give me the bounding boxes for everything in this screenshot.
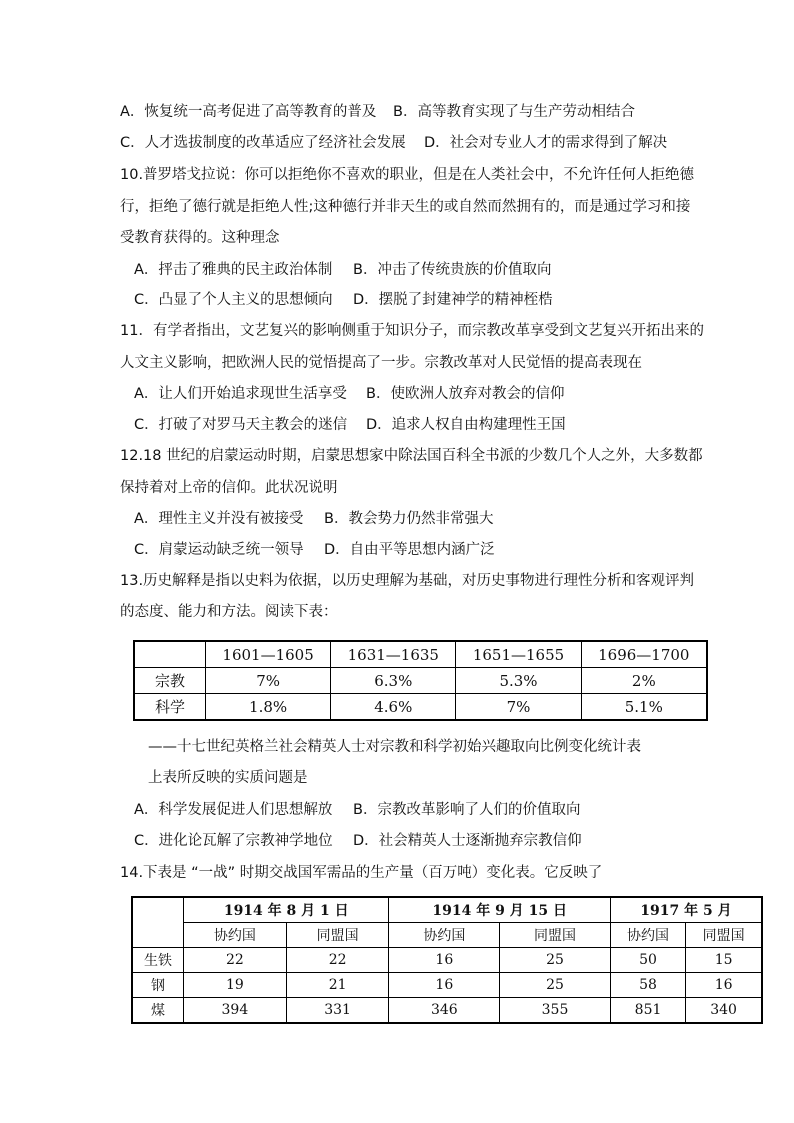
q12-option-a: A．理性主义并没有被接受 [134,511,304,527]
q12-option-c: C．肩蒙运动缺乏统一领导 [134,542,304,558]
table-cell: 2% [581,668,707,694]
q13-option-b: B．宗教改革影响了人们的价值取向 [353,802,581,818]
q12-stem-line-1: 12.18 世纪的启蒙运动时期，启蒙思想家中除法国百科全书派的少数几个人之外，大多数都 [120,448,703,464]
q13-question: 上表所反映的实质问题是 [148,770,308,786]
table-row-label: 钢 [132,973,184,998]
q10-stem-line-2: 行，拒绝了德行就是拒绝人性;这种德行并非天生的或自然而然拥有的，而是通过学习和接 [120,199,691,215]
table-row-label: 煤 [132,998,184,1024]
table-cell: 7% [206,668,331,694]
table-side-header: 同盟国 [286,923,389,948]
table-cell: 4.6% [331,694,456,721]
q13-table [133,640,708,721]
q10-option-c: C．凸显了个人主义的思想倾向 [134,292,333,308]
q11-stem-line-2: 人文主义影响，把欧洲人民的觉悟提高了一步。宗教改革对人民觉悟的提高表现在 [120,355,642,371]
table-cell: 50 [610,948,685,973]
table-cell: 22 [184,948,287,973]
q9-option-b: B．高等教育实现了与生产劳动相结合 [393,104,635,120]
table-side-header: 协约国 [389,923,500,948]
table-header-cell: 1631—1635 [331,641,456,668]
table-cell: 7% [456,694,581,721]
q12-option-b: B．教会势力仍然非常强大 [324,511,494,527]
q10-stem-line-3: 受教育获得的。这种理念 [120,230,280,246]
table-header-cell: 1651—1655 [456,641,581,668]
table-side-header: 协约国 [184,923,287,948]
table-cell: 346 [389,998,500,1024]
table-cell: 394 [184,998,287,1024]
table-cell: 21 [286,973,389,998]
q10-option-d: D．摆脱了封建神学的精神桎梏 [353,292,553,308]
q10-option-b: B．冲击了传统贵族的价值取向 [353,262,552,278]
q11-option-d: D．追求人权自由构建理性王国 [366,417,566,433]
q11-option-b: B．使欧洲人放弃对教会的信仰 [366,386,565,402]
table-corner-cell [134,641,206,668]
table-side-header: 协约国 [610,923,685,948]
q13-stem-line-1: 13.历史解释是指以史料为依据，以历史理解为基础，对历史事物进行理性分析和客观评判 [120,573,695,589]
table-row-label: 生铁 [132,948,184,973]
q13-option-d: D．社会精英人士逐渐抛弃宗教信仰 [353,833,582,849]
table-row-label: 宗教 [134,668,206,694]
q12-stem-line-2: 保持着对上帝的信仰。此状况说明 [120,480,338,496]
table-cell: 340 [686,998,762,1024]
table-cell: 851 [610,998,685,1024]
q13-table-caption: ——十七世纪英格兰社会精英人士对宗教和科学初始兴趣取向比例变化统计表 [148,739,641,755]
q12-option-d: D．自由平等思想内涵广泛 [324,542,495,558]
table-header-cell: 1696—1700 [581,641,707,668]
table-row [134,668,707,694]
table-cell: 58 [610,973,685,998]
table-cell: 16 [389,948,500,973]
table-subheader-row [132,923,762,948]
q11-option-c: C．打破了对罗马天主教会的迷信 [134,417,348,433]
table-cell: 1.8% [206,694,331,721]
table-cell: 16 [686,973,762,998]
q10-option-a: A．抨击了雅典的民主政治体制 [134,262,333,278]
table-cell: 331 [286,998,389,1024]
table-date-header: 1917 年 5 月 [610,897,762,923]
table-row [132,998,762,1024]
q11-stem-line-1: 11．有学者指出，文艺复兴的影响侧重于知识分子，而宗教改革享受到文艺复兴开拓出来的 [120,323,704,339]
table-row [132,948,762,973]
q14-stem: 14.下表是 “一战” 时期交战国军需品的生产量（百万吨）变化表。它反映了 [120,865,603,881]
table-cell: 19 [184,973,287,998]
table-cell: 16 [389,973,500,998]
table-cell: 5.1% [581,694,707,721]
table-cell: 25 [500,948,611,973]
q11-option-a: A．让人们开始追求现世生活享受 [134,386,347,402]
table-side-header: 同盟国 [500,923,611,948]
q9-option-d: D．社会对专业人才的需求得到了解决 [424,135,668,151]
q9-option-c: C．人才选拔制度的改革适应了经济社会发展 [120,135,406,151]
table-header-row [132,897,762,923]
q13-option-c: C．进化论瓦解了宗教神学地位 [134,833,333,849]
q13-option-a: A．科学发展促进人们思想解放 [134,802,333,818]
table-date-header: 1914 年 9 月 15 日 [389,897,610,923]
table-corner-cell [132,897,184,948]
table-cell: 25 [500,973,611,998]
table-cell: 6.3% [331,668,456,694]
q14-table [131,896,763,1024]
table-row [134,694,707,721]
table-cell: 22 [286,948,389,973]
table-cell: 15 [686,948,762,973]
table-header-cell: 1601—1605 [206,641,331,668]
q10-stem-line-1: 10.普罗塔戈拉说：你可以拒绝你不喜欢的职业，但是在人类社会中，不允许任何人拒绝德 [120,167,695,183]
q13-stem-line-2: 的态度、能力和方法。阅读下表： [120,604,338,620]
table-cell: 5.3% [456,668,581,694]
table-date-header: 1914 年 8 月 1 日 [184,897,389,923]
q9-option-a: A．恢复统一高考促进了高等教育的普及 [120,104,377,120]
table-cell: 355 [500,998,611,1024]
table-row [132,973,762,998]
table-row-label: 科学 [134,694,206,721]
table-header-row [134,641,707,668]
table-side-header: 同盟国 [686,923,762,948]
